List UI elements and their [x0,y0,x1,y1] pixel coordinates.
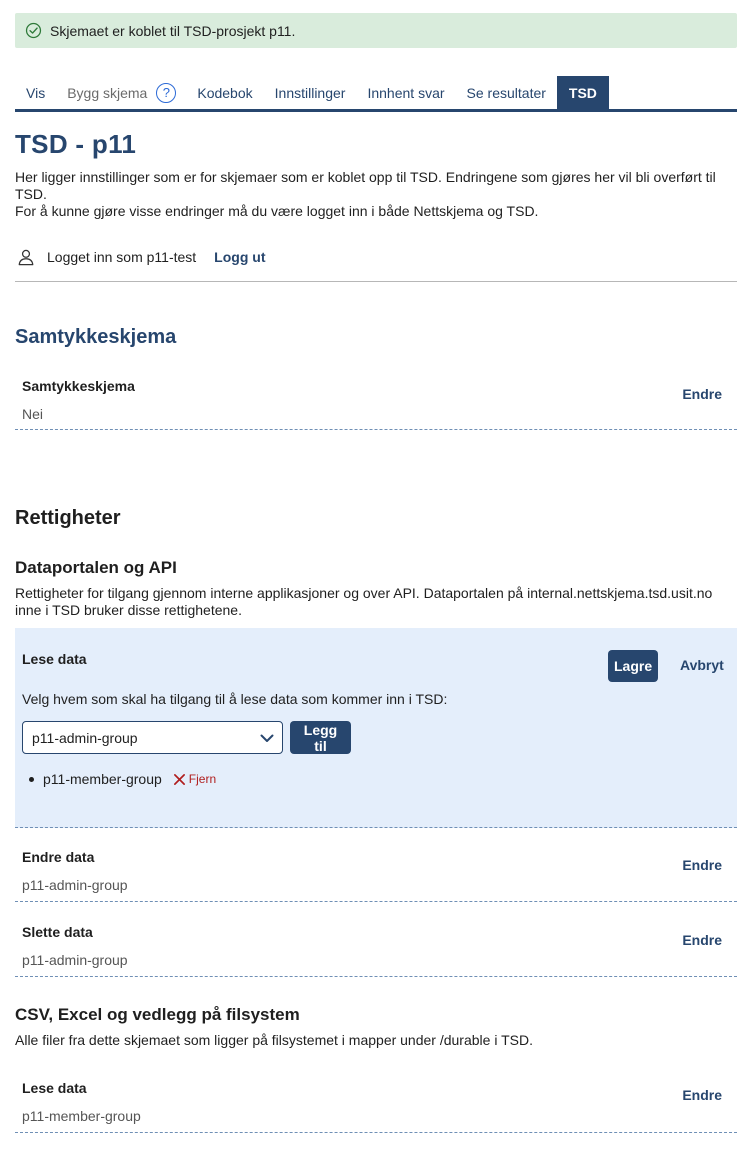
filesystem-heading: CSV, Excel og vedlegg på filsystem [15,1005,300,1024]
delete-data-label: Slette data [22,924,93,940]
edit-data-label: Endre data [22,849,95,865]
check-circle-icon [25,22,42,39]
tab-se-resultater[interactable]: Se resultater [466,84,546,101]
tab-tsd[interactable]: TSD [557,76,609,109]
add-group-button[interactable]: Legg til [290,721,351,754]
consent-row-value: Nei [22,406,44,422]
close-icon [173,773,186,786]
consent-heading: Samtykkeskjema [15,326,177,348]
rights-heading: Rettigheter [15,507,121,529]
dataportal-heading: Dataportalen og API [15,558,177,577]
banner-text: Skjemaet er koblet til TSD-prosjekt p11. [50,22,296,39]
fs-read-data-edit-button[interactable]: Endre [682,1087,722,1103]
login-text: Logget inn som p11-test [47,249,197,265]
edit-data-edit-button[interactable]: Endre [682,857,722,873]
login-status [17,248,265,266]
delete-data-edit-button[interactable]: Endre [682,932,722,948]
tab-innstillinger[interactable]: Innstillinger [274,84,346,101]
cancel-button[interactable]: Avbryt [680,657,724,673]
tab-bygg-skjema-label: Bygg skjema [67,84,148,101]
help-icon[interactable]: ? [156,83,176,103]
consent-row-label: Samtykkeskjema [22,378,135,394]
list-item [29,771,216,787]
member-name: p11-member-group [43,771,162,787]
delete-data-row [15,902,737,977]
tab-bygg-skjema [56,76,186,109]
read-data-edit-panel [15,628,737,828]
filesystem-description: Alle filer fra dette skjemaet som ligger på filsystemet i mapper under /durable i TSD. [15,1032,533,1048]
group-select-value: p11-admin-group [32,729,138,746]
delete-data-value: p11-admin-group [22,952,128,968]
intro-text [15,169,737,220]
bullet [29,777,34,782]
page-title: TSD - p11 [15,129,137,159]
tab-innhent-svar[interactable]: Innhent svar [367,84,445,101]
fs-read-data-value: p11-member-group [22,1108,141,1124]
read-data-prompt: Velg hvem som skal ha tilgang til å lese data som kommer inn i TSD: [22,691,448,707]
group-select[interactable] [22,721,283,754]
chevron-down-icon [260,732,274,744]
edit-data-value: p11-admin-group [22,877,128,893]
fs-read-data-label: Lese data [22,1080,87,1096]
logout-link[interactable]: Logg ut [214,249,266,265]
tab-bar [15,76,737,112]
intro-line-1: Her ligger innstillinger som er for skjemaer som er koblet opp til TSD. Endringene som gjøres her vil bli overført til TSD. [15,169,716,202]
consent-row [15,366,737,430]
tab-kodebok[interactable]: Kodebok [197,84,253,101]
intro-line-2: For å kunne gjøre visse endringer må du være logget inn i både Nettskjema og TSD. [15,203,539,219]
dataportal-description: Rettigheter for tilgang gjennom interne applikasjoner og over API. Dataportalen på internal.nettskjema.tsd.usit.no inne i TSD bruker disse rettighetene. [15,585,713,618]
save-button[interactable]: Lagre [608,650,658,682]
edit-data-row [15,828,737,902]
remove-member-button[interactable] [173,772,216,786]
remove-label: Fjern [188,772,217,786]
user-icon [17,248,35,266]
consent-edit-button[interactable]: Endre [682,386,722,402]
divider [15,281,737,282]
success-banner [15,13,737,48]
read-data-label: Lese data [22,651,87,667]
tab-vis[interactable]: Vis [26,84,46,101]
fs-read-data-row [15,1058,737,1133]
